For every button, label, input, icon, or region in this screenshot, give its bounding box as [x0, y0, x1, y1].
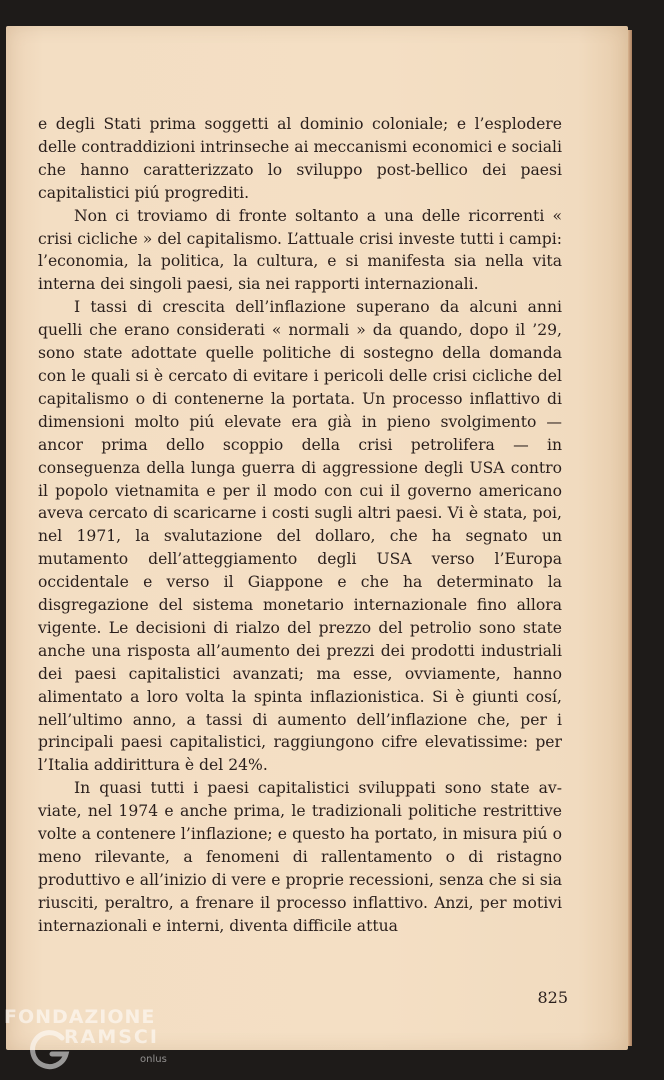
paragraph-2: Non ci troviamo di fronte soltanto a una delle ricorrenti « crisi cicliche » del capitalismo. L’attuale crisi investe tutti i campi: l’economia, la politica, la cultura, e si manifesta sia nella vita interna dei singoli paesi, sia nei rapporti internazionali. [38, 206, 562, 294]
watermark-line1: FONDAZIONE [4, 1006, 156, 1028]
body-text [38, 113, 562, 938]
paragraph-4: In quasi tutti i paesi capitalistici sviluppati sono state avviate, nel 1974 e anche prima, le tradizionali politiche restrittive volte a contenere l’inflazione; e questo ha portato, in misura piú o meno rilevante, a fenomeni di rallentamento o di ristagno produttivo e all’inizio di vere e proprie recessioni, senza che si sia riusciti, peraltro, a frenare il processo inflattivo. Anzi, per motivi internazionali e interni, diventa difficile attua [38, 779, 562, 935]
watermark-line2: RAMSCI [64, 1026, 159, 1048]
page-edge [628, 30, 632, 1046]
paragraph-1: e degli Stati prima soggetti al dominio coloniale; e l’esplodere delle contraddizioni intrinseche ai meccanismi economici e sociali che hanno caratterizzato lo sviluppo post-bellico dei paesi capitalistici piú progrediti. [38, 115, 562, 202]
page-number: 825 [537, 988, 568, 1007]
watermark-logo [4, 1006, 174, 1076]
watermark-sub: onlus [140, 1054, 167, 1065]
paragraph-3: I tassi di crescita dell’inflazione superano da alcuni anni quelli che erano considerati « normali » da quando, dopo il ’29, sono state adottate quelle politiche di sostegno della domanda con le quali si è cercato di evitare i pericoli delle crisi cicliche del capitalismo o di contenerne la portata. Un processo inflattivo di dimensioni molto piú elevate era già in pieno svolgimento — ancor prima dello scoppio della crisi petrolifera — in conseguenza della lunga guerra di aggressione degli USA contro il popolo vietnamita e per il modo con cui il governo americano aveva cercato di scaricarne i costi sugli altri paesi. Vi è stata, poi, nel 1971, la svalutazione del dollaro, che ha segnato un mutamento dell’atteggiamento degli USA verso l’Europa occidentale e verso il Giappone e che ha determinato la disgregazione del sistema monetario internazionale fino allora vigente. Le decisioni di rialzo del prezzo del petrolio sono state anche una risposta all’aumento dei prezzi dei prodotti industriali dei paesi capitalistici avanzati; ma esse, ovviamente, hanno alimentato a loro volta la spinta inflazionistica. Si è giunti cosí, nell’ultimo anno, a tassi di aumento dell’inflazione che, per i principali paesi capitalistici, raggiungono cifre elevatissime: per l’Italia addirittura è del 24%. [38, 298, 562, 775]
